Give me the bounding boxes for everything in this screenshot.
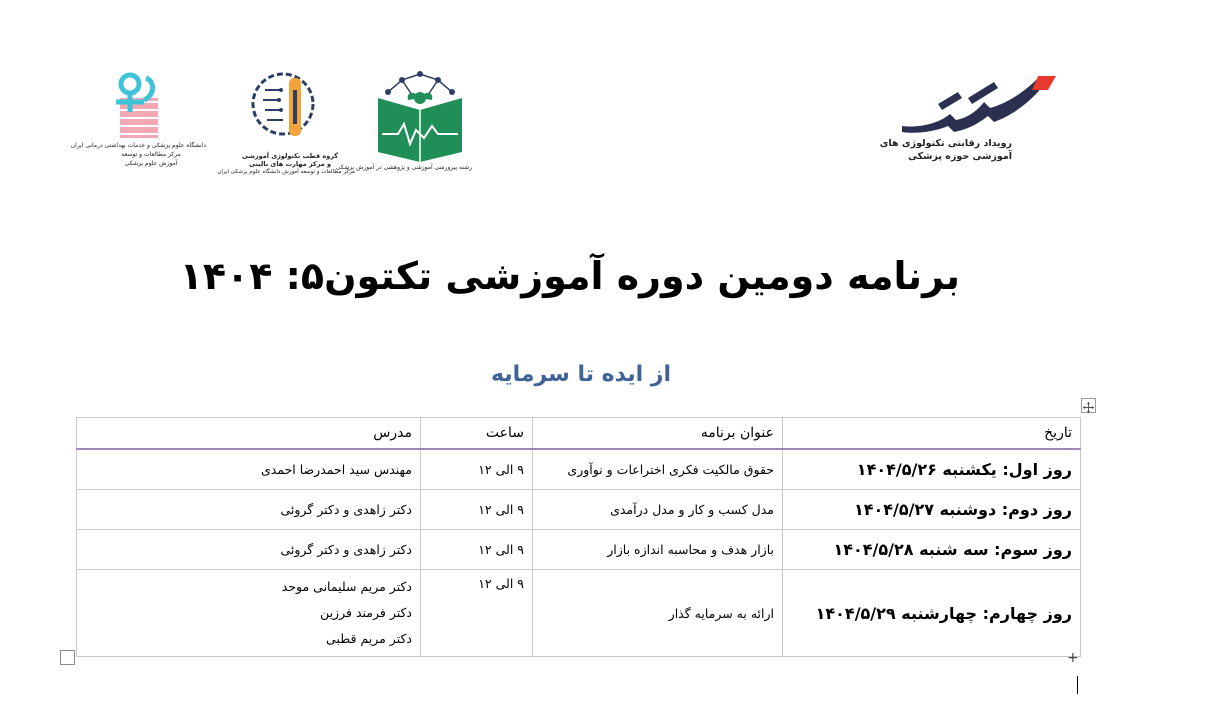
brain-logo-line3: مرکز مطالعات و توسعه آموزش دانشگاه علوم پزشکی ایران xyxy=(217,169,355,175)
cell-date[interactable]: روز سوم: سه شنبه ۱۴۰۴/۵/۲۸ xyxy=(783,530,1081,570)
cell-topic[interactable]: بازار هدف و محاسبه اندازه بازار xyxy=(533,530,783,570)
brain-logo-line1: گروه قطب تکنولوژی آموزشی xyxy=(241,152,339,160)
table-row xyxy=(77,530,1081,570)
cell-teacher[interactable] xyxy=(77,570,421,657)
page-subtitle: از ایده تا سرمایه xyxy=(490,362,671,387)
cell-teacher[interactable]: مهندس سید احمدرضا احمدی xyxy=(77,449,421,490)
university-logo-line1: دانشگاه علوم پزشکی و خدمات بهداشتی درمانی ایران xyxy=(70,142,206,149)
header-teacher[interactable]: مدرس xyxy=(77,418,421,450)
header-topic[interactable]: عنوان برنامه xyxy=(533,418,783,450)
teacher-name: دکتر مریم سلیمانی موحد xyxy=(281,579,412,594)
teacher-name: دکتر مریم قطبی xyxy=(326,631,412,646)
table-row xyxy=(77,490,1081,530)
cell-date[interactable]: روز اول: یکشنبه ۱۴۰۴/۵/۲۶ xyxy=(783,449,1081,490)
table-move-handle[interactable] xyxy=(1081,398,1096,413)
table-row xyxy=(77,570,1081,657)
move-arrows-icon xyxy=(1082,401,1095,414)
book-network-icon xyxy=(374,68,466,162)
teknoon-logo-line1: رویداد رقابتی تکنولوژی های xyxy=(879,138,1012,149)
brain-circuit-icon xyxy=(225,70,355,150)
university-logo xyxy=(70,72,206,172)
book-logo xyxy=(335,68,472,178)
text-cursor xyxy=(1077,676,1078,694)
teknoon-logo xyxy=(879,74,1058,166)
cell-topic[interactable]: مدل کسب و کار و مدل درآمدی xyxy=(533,490,783,530)
cell-time[interactable]: ۹ الی ۱۲ xyxy=(421,490,533,530)
header-time[interactable]: ساعت xyxy=(421,418,533,450)
teacher-name: دکتر فرمند فرزین xyxy=(320,605,412,620)
cell-date[interactable]: روز دوم: دوشنبه ۱۴۰۴/۵/۲۷ xyxy=(783,490,1081,530)
university-logo-line2: مرکز مطالعات و توسعه xyxy=(121,151,181,158)
cell-date[interactable]: روز چهارم: چهارشنبه ۱۴۰۴/۵/۲۹ xyxy=(783,570,1081,657)
cell-topic[interactable]: ارائه به سرمایه گذار xyxy=(533,570,783,657)
page-title: برنامه دومین دوره آموزشی تکتون۵: ۱۴۰۴ xyxy=(179,254,960,298)
brain-logo-line2: و مرکز مهارت های بالینی xyxy=(248,160,332,168)
cell-time[interactable]: ۹ الی ۱۲ xyxy=(421,570,533,657)
table-row xyxy=(77,449,1081,490)
add-row-button[interactable]: + xyxy=(1067,650,1079,666)
university-emblem-icon xyxy=(96,72,206,140)
teknoon-wordmark-icon xyxy=(898,74,1058,136)
cell-teacher[interactable]: دکتر زاهدی و دکتر گروئی xyxy=(77,490,421,530)
cell-time[interactable]: ۹ الی ۱۲ xyxy=(421,449,533,490)
teknoon-logo-line2: آموزشی حوزه پزشکی xyxy=(908,151,1012,162)
cell-topic[interactable]: حقوق مالکیت فکری اختراعات و نوآوری xyxy=(533,449,783,490)
cell-time[interactable]: ۹ الی ۱۲ xyxy=(421,530,533,570)
brain-circuit-logo xyxy=(217,70,355,178)
cell-teacher[interactable]: دکتر زاهدی و دکتر گروئی xyxy=(77,530,421,570)
university-logo-line3: آموزش علوم پزشکی xyxy=(124,160,178,167)
table-resize-handle[interactable] xyxy=(60,650,75,665)
header-date[interactable]: تاریخ xyxy=(783,418,1081,450)
table-header-row xyxy=(77,418,1081,450)
book-logo-caption: رشته پیرورشی آموزشی و پژوهشی در آموزش پزشکی xyxy=(335,164,472,171)
schedule-table xyxy=(76,417,1081,657)
